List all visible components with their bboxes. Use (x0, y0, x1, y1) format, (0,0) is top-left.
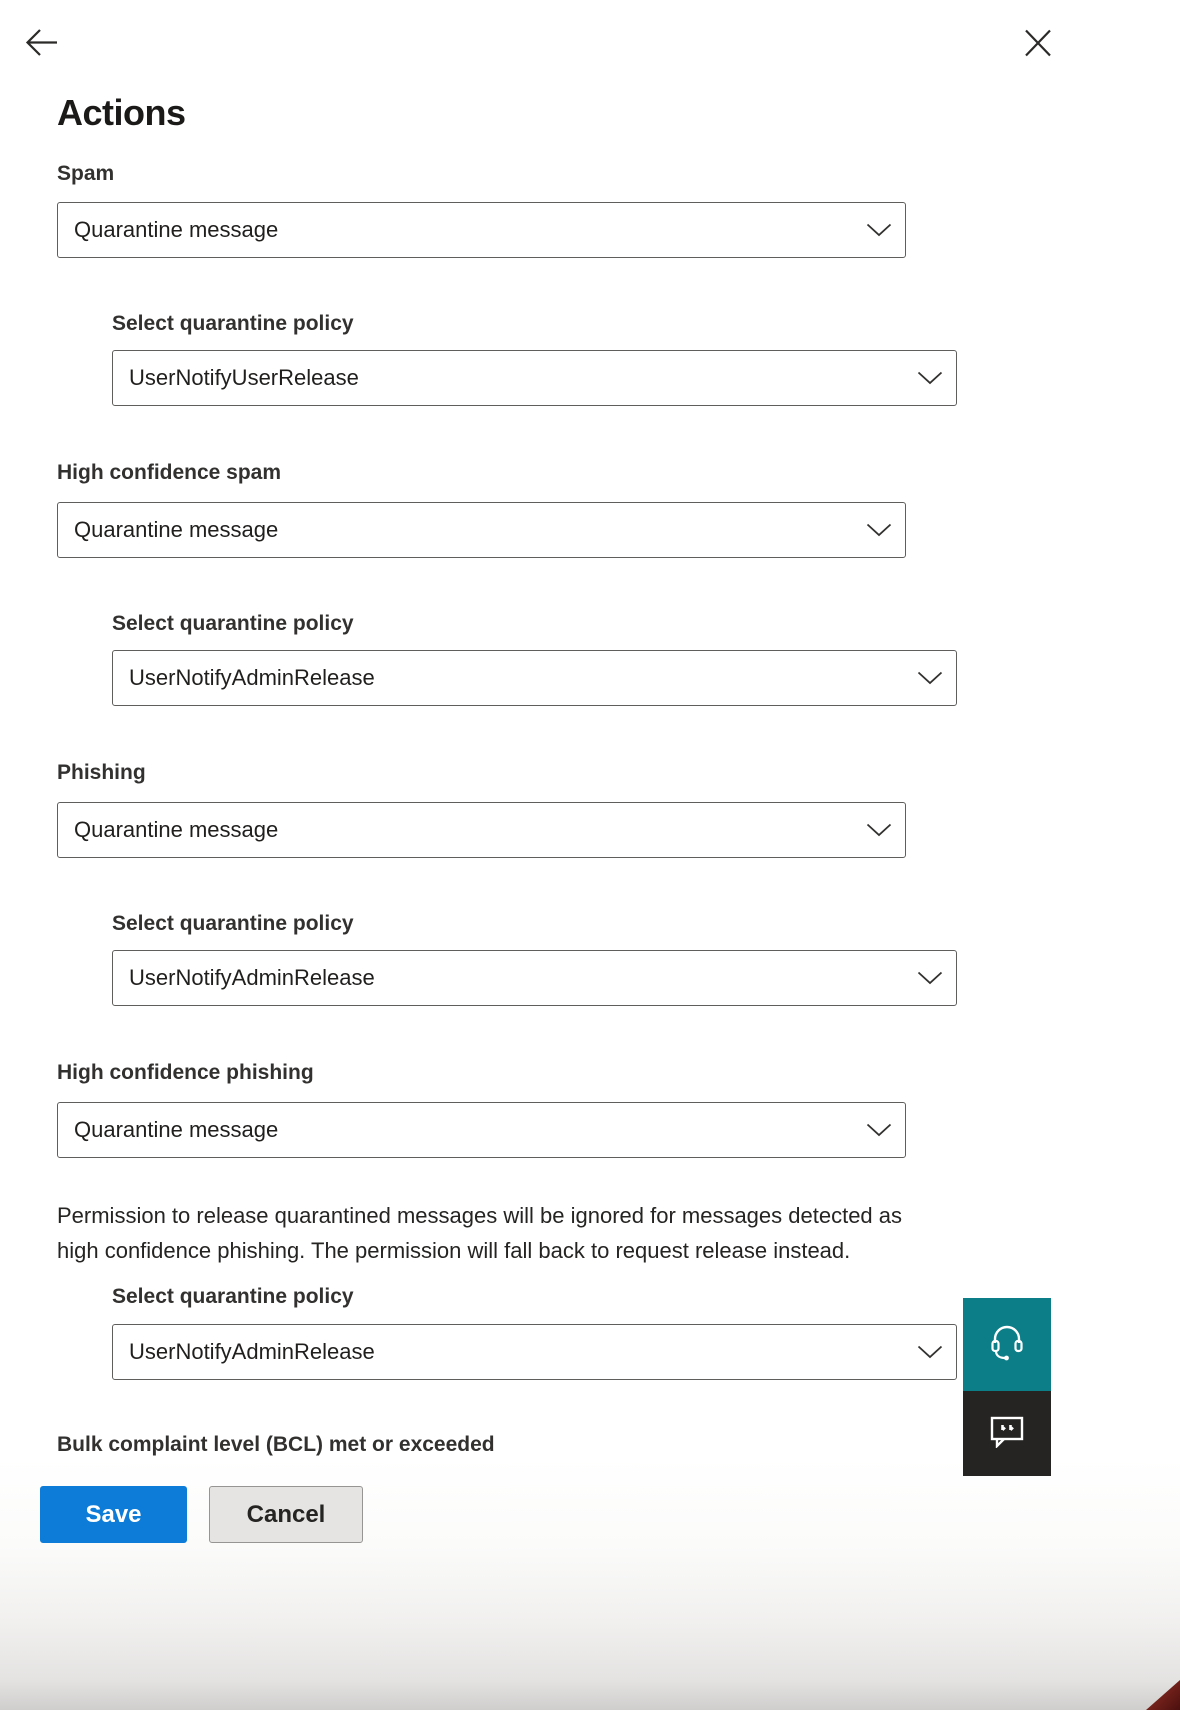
close-button[interactable] (1022, 28, 1054, 58)
feedback-widget-button[interactable] (963, 1391, 1051, 1476)
field-label-bulk-complaint-level: Bulk complaint level (BCL) met or exceeded (57, 1433, 495, 1456)
chevron-down-icon (917, 371, 943, 385)
field-label-spam: Spam (57, 162, 115, 185)
note-line-1: Permission to release quarantined messages will be ignored for messages detected as (57, 1203, 903, 1228)
dropdown-phishing-policy-value: UserNotifyAdminRelease (129, 965, 375, 990)
dropdown-spam-action[interactable] (57, 202, 906, 258)
field-label-high-confidence-phishing: High confidence phishing (57, 1061, 314, 1084)
dropdown-hcs-policy-value: UserNotifyAdminRelease (129, 665, 375, 690)
chevron-down-icon (866, 223, 892, 237)
field-label-spam-policy: Select quarantine policy (112, 312, 354, 335)
field-label-phishing: Phishing (57, 761, 146, 784)
note-line-2: high confidence phishing. The permission will fall back to request release instead. (57, 1238, 851, 1263)
help-widget-button[interactable] (963, 1298, 1051, 1391)
dropdown-high-confidence-phishing-action[interactable] (57, 1102, 906, 1158)
dropdown-spam-action-value: Quarantine message (74, 217, 279, 242)
dropdown-high-confidence-phishing-value: Quarantine message (74, 1117, 279, 1142)
dropdown-high-confidence-spam-value: Quarantine message (74, 517, 279, 542)
save-button[interactable]: Save (40, 1486, 187, 1543)
headset-icon (988, 1323, 1026, 1366)
back-arrow-icon (24, 27, 60, 61)
dropdown-hcp-policy-value: UserNotifyAdminRelease (129, 1339, 375, 1364)
dropdown-high-confidence-spam-action[interactable] (57, 502, 906, 558)
dropdown-hcs-policy[interactable] (112, 650, 957, 706)
dropdown-spam-policy[interactable] (112, 350, 957, 406)
close-icon (1022, 28, 1054, 58)
chevron-down-icon (866, 523, 892, 537)
chevron-down-icon (866, 1123, 892, 1137)
hcp-permission-note (57, 1198, 902, 1268)
dropdown-spam-policy-value: UserNotifyUserRelease (129, 365, 359, 390)
cancel-button[interactable]: Cancel (209, 1486, 363, 1543)
field-label-phishing-policy: Select quarantine policy (112, 912, 354, 935)
field-label-hcs-policy: Select quarantine policy (112, 612, 354, 635)
field-label-hcp-policy: Select quarantine policy (112, 1285, 354, 1308)
chevron-down-icon (866, 823, 892, 837)
chevron-down-icon (917, 1345, 943, 1359)
page-title: Actions (57, 92, 186, 133)
dropdown-phishing-action[interactable] (57, 802, 906, 858)
field-label-high-confidence-spam: High confidence spam (57, 461, 282, 484)
dropdown-hcp-policy[interactable] (112, 1324, 957, 1380)
dropdown-phishing-policy[interactable] (112, 950, 957, 1006)
chat-icon (990, 1416, 1024, 1451)
chevron-down-icon (917, 671, 943, 685)
back-button[interactable] (24, 27, 60, 61)
dropdown-phishing-action-value: Quarantine message (74, 817, 279, 842)
chevron-down-icon (917, 971, 943, 985)
